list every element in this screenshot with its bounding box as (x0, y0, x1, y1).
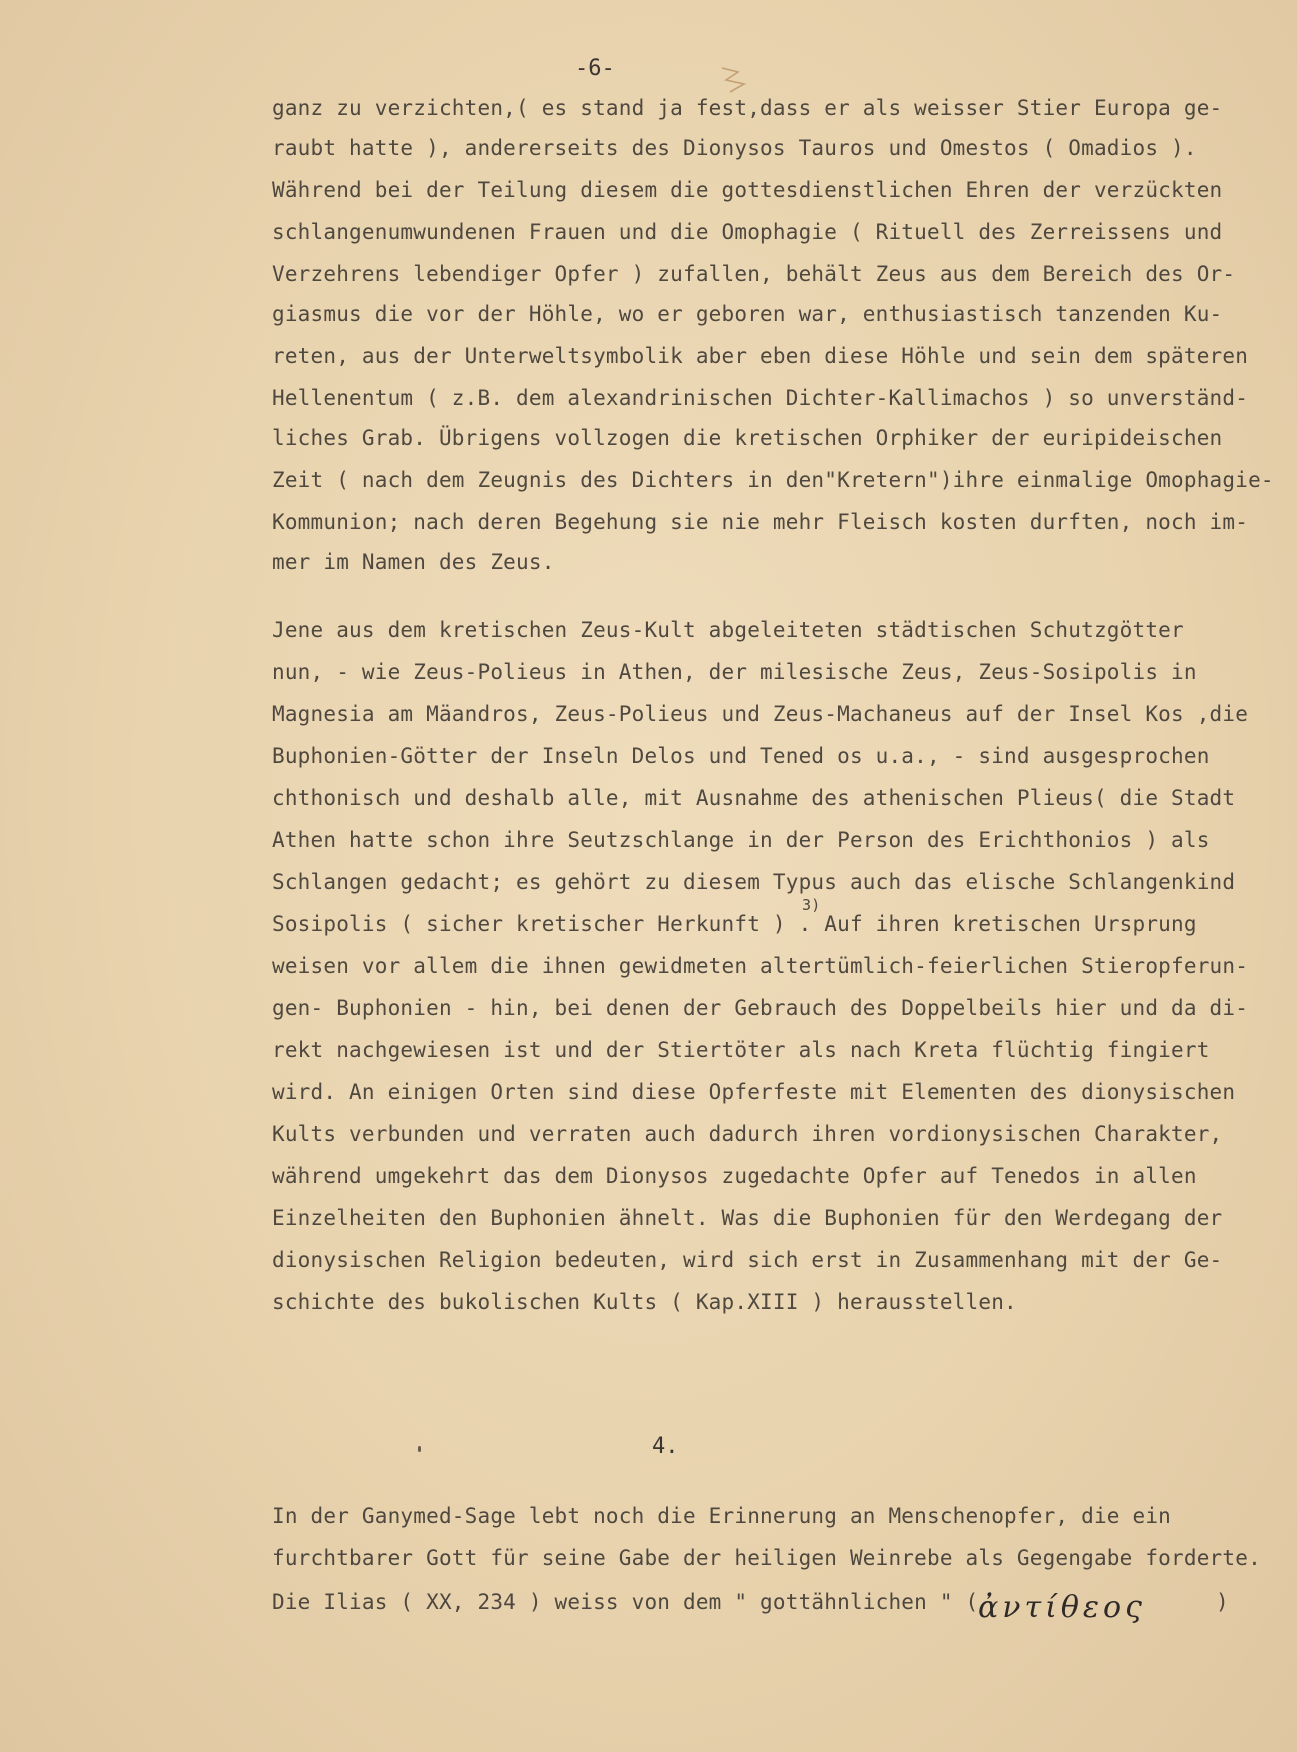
greek-handwritten-word: ἀντίθεος (978, 1590, 1146, 1625)
text-line: raubt hatte ), andererseits des Dionysos Tauros und Omestos ( Omadios ). (272, 136, 1197, 160)
text-line: schichte des bukolischen Kults ( Kap.XIII ) herausstellen. (272, 1290, 1017, 1314)
text-line: mer im Namen des Zeus. (272, 550, 555, 574)
page-number: -6- (575, 56, 615, 81)
text-line: gen- Buphonien - hin, bei denen der Gebrauch des Doppelbeils hier und da di- (272, 996, 1249, 1020)
text-line: Die Ilias ( XX, 234 ) weiss von dem " gottähnlichen " ( (272, 1590, 979, 1614)
text-line: giasmus die vor der Höhle, wo er geboren war, enthusiastisch tanzenden Ku- (272, 302, 1223, 326)
text-line: Buphonien-Götter der Inseln Delos und Tened os u.a., - sind ausgesprochen (272, 744, 1210, 768)
text-line: Athen hatte schon ihre Seutzschlange in der Person des Erichthonios ) als (272, 828, 1210, 852)
closing-paren: ) (1216, 1590, 1229, 1614)
text-line: während umgekehrt das dem Dionysos zugedachte Opfer auf Tenedos in allen (272, 1164, 1197, 1188)
text-line: weisen vor allem die ihnen gewidmeten altertümlich-feierlichen Stieropferun- (272, 954, 1249, 978)
text-line: Kults verbunden und verraten auch dadurch ihren vordionysischen Charakter, (272, 1122, 1223, 1146)
text-line: Zeit ( nach dem Zeugnis des Dichters in den"Kretern")ihre einmalige Omophagie- (272, 468, 1274, 492)
text-line: liches Grab. Übrigens vollzogen die kretischen Orphiker der euripideischen (272, 426, 1223, 450)
text-line: Magnesia am Mäandros, Zeus-Polieus und Zeus-Machaneus auf der Insel Kos ,die (272, 702, 1249, 726)
text-line: wird. An einigen Orten sind diese Opferfeste mit Elementen des dionysischen (272, 1080, 1236, 1104)
text-line: Sosipolis ( sicher kretischer Herkunft ) . Auf ihren kretischen Ursprung (272, 912, 1197, 936)
stray-mark (418, 1446, 421, 1452)
text-line: Kommunion; nach deren Begehung sie nie mehr Fleisch kosten durften, noch im- (272, 510, 1249, 534)
footnote-marker: 3) (802, 896, 821, 914)
section-number: 4. (652, 1434, 679, 1459)
text-line: In der Ganymed-Sage lebt noch die Erinnerung an Menschenopfer, die ein (272, 1504, 1172, 1528)
text-line: Einzelheiten den Buphonien ähnelt. Was die Buphonien für den Werdegang der (272, 1206, 1223, 1230)
pencil-mark-icon (718, 62, 756, 98)
text-line: chthonisch und deshalb alle, mit Ausnahme des athenischen Plieus( die Stadt (272, 786, 1236, 810)
text-line: rekt nachgewiesen ist und der Stiertöter als nach Kreta flüchtig fingiert (272, 1038, 1210, 1062)
text-line: schlangenumwundenen Frauen und die Omophagie ( Rituell des Zerreissens und (272, 220, 1223, 244)
text-line: Jene aus dem kretischen Zeus-Kult abgeleiteten städtischen Schutzgötter (272, 618, 1184, 642)
text-line: Schlangen gedacht; es gehört zu diesem Typus auch das elische Schlangenkind (272, 870, 1236, 894)
text-line: reten, aus der Unterweltsymbolik aber eben diese Höhle und sein dem späteren (272, 344, 1249, 368)
text-line: Verzehrens lebendiger Opfer ) zufallen, behält Zeus aus dem Bereich des Or- (272, 262, 1236, 286)
text-line: dionysischen Religion bedeuten, wird sich erst in Zusammenhang mit der Ge- (272, 1248, 1223, 1272)
text-line: ganz zu verzichten,( es stand ja fest,dass er als weisser Stier Europa ge- (272, 96, 1223, 120)
text-line: Hellenentum ( z.B. dem alexandrinischen Dichter-Kallimachos ) so unverständ- (272, 386, 1249, 410)
text-line: nun, - wie Zeus-Polieus in Athen, der milesische Zeus, Zeus-Sosipolis in (272, 660, 1197, 684)
text-line: Während bei der Teilung diesem die gottesdienstlichen Ehren der verzückten (272, 178, 1223, 202)
text-line: furchtbarer Gott für seine Gabe der heiligen Weinrebe als Gegengabe forderte. (272, 1546, 1261, 1570)
